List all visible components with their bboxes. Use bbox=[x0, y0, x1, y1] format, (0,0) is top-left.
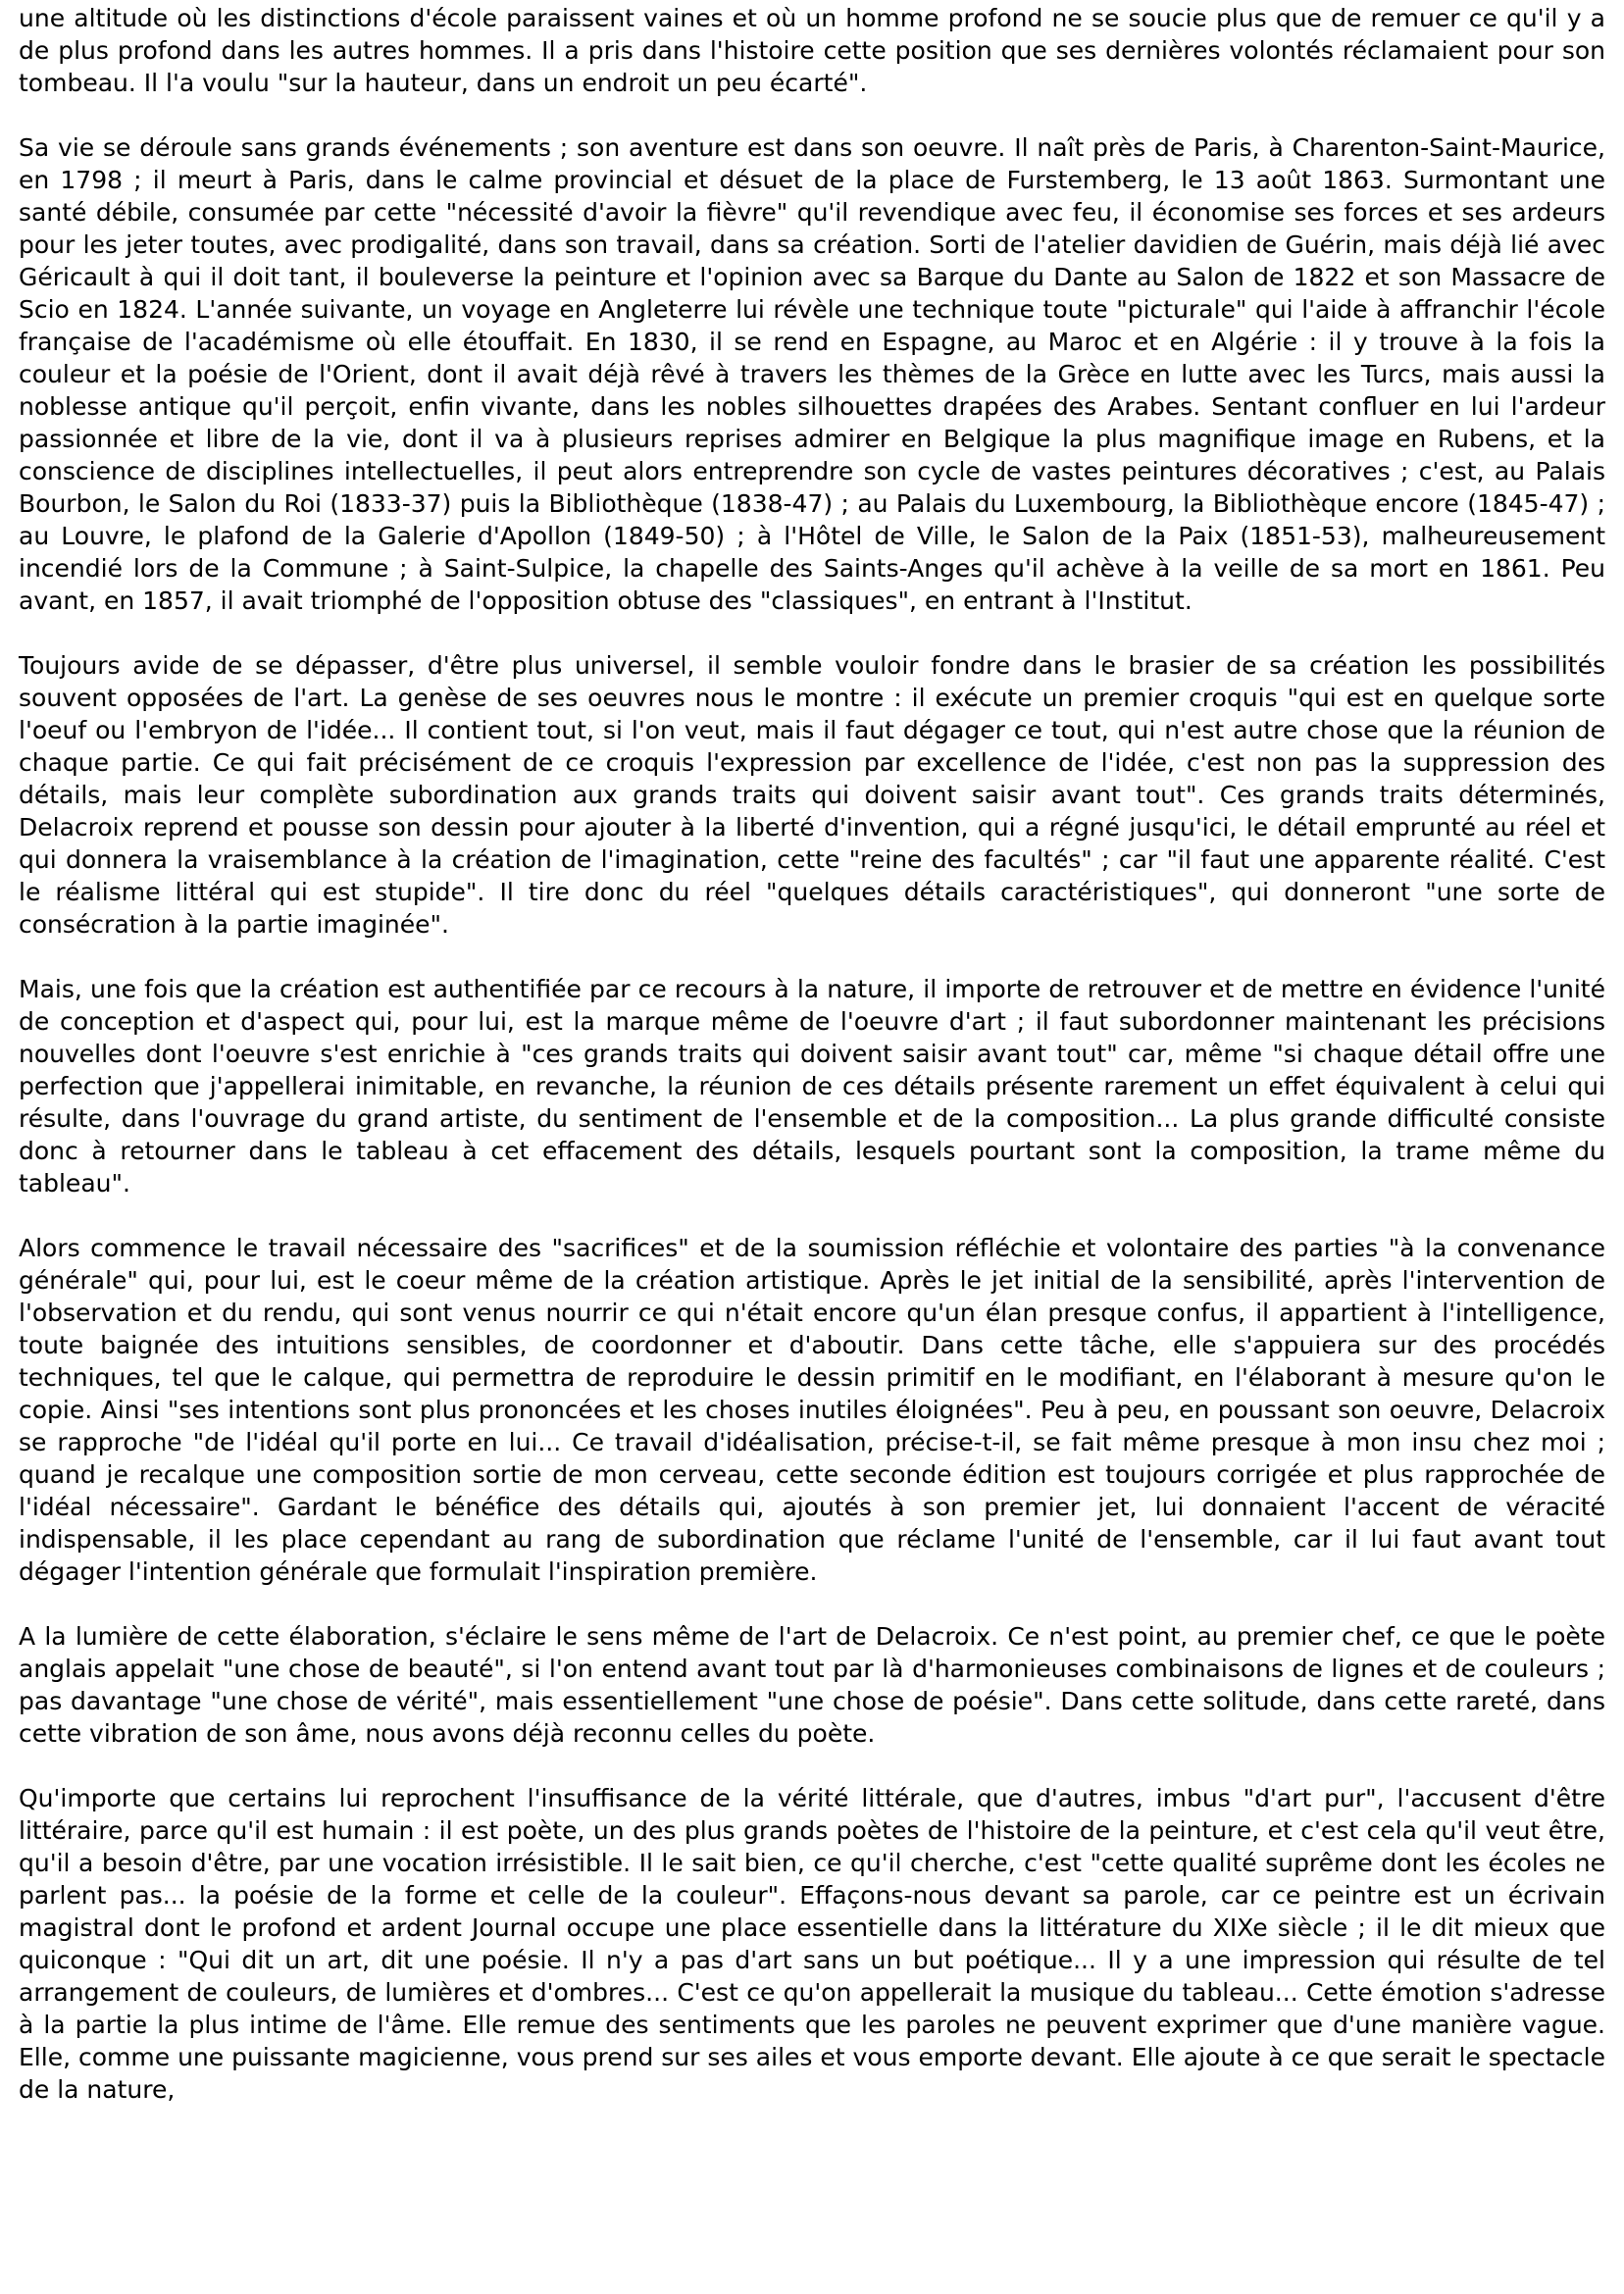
paragraph-creative-process: Toujours avide de se dépasser, d'être plus universel, il semble vouloir fondre dans le brasier de sa création les possibilités souvent opposées de l'art. La genèse de ses oeuvres nous le montre : il exécute un premier croquis "qui est en quelque sorte l'oeuf ou l'embryon de l'idée... Il contient tout, si l'on veut, mais il faut dégager ce tout, qui n'est autre chose que la réunion de chaque partie. Ce qui fait précisément de ce croquis l'expression par excellence de l'idée, c'est non pas la suppression des détails, mais leur complète subordination aux grands traits qui doivent saisir avant tout". Ces grands traits déterminés, Delacroix reprend et pousse son dessin pour ajouter à la liberté d'invention, qui a régné jusqu'ici, le détail emprunté au réel et qui donnera la vraisemblance à la création de l'imagination, cette "reine des facultés" ; car "il faut une apparente réalité. C'est le réalisme littéral qui est stupide". Il tire donc du réel "quelques détails caractéristiques", qui donneront "une sorte de consécration à la partie imaginée". bbox=[19, 651, 1605, 939]
paragraph-unity-of-conception: Mais, une fois que la création est authentifiée par ce recours à la nature, il importe de retrouver et de mettre en évidence l'unité de conception et d'aspect qui, pour lui, est la marque même de l'oeuvre d'art ; il faut subordonner maintenant les précisions nouvelles dont l'oeuvre s'est enrichie à "ces grands traits qui doivent saisir avant tout" car, même "si chaque détail offre une perfection que j'appellerai inimitable, en revanche, la réunion de ces détails présente rarement un effet équivalent à celui qui résulte, dans l'ouvrage du grand artiste, du sentiment de l'ensemble et de la composition... La plus grande difficulté consiste donc à retourner dans le tableau à cet effacement des détails, lesquels pourtant sont la composition, la trame même du tableau". bbox=[19, 975, 1605, 1198]
paragraph-meaning-of-art: A la lumière de cette élaboration, s'éclaire le sens même de l'art de Delacroix. Ce n'est point, au premier chef, ce que le poète anglais appelait "une chose de beauté", si l'on entend avant tout par là d'harmonieuses combinaisons de lignes et de couleurs ; pas davantage "une chose de vérité", mais essentiellement "une chose de poésie". Dans cette solitude, dans cette rareté, dans cette vibration de son âme, nous avons déjà reconnu celles du poète. bbox=[19, 1622, 1605, 1748]
paragraph-sacrifices: Alors commence le travail nécessaire des "sacrifices" et de la soumission réfléchie et volontaire des parties "à la convenance générale" qui, pour lui, est le coeur même de la création artistique. Après le jet initial de la sensibilité, après l'intervention de l'observation et du rendu, qui sont venus nourrir ce qui n'était encore qu'un élan presque confus, il appartient à l'intelligence, toute baignée des intuitions sensibles, de coordonner et d'aboutir. Dans cette tâche, elle s'appuiera sur des procédés techniques, tel que le calque, qui permettra de reproduire le dessin primitif en le modifiant, en l'élaborant à mesure qu'on le copie. Ainsi "ses intentions sont plus prononcées et les choses inutiles éloignées". Peu à peu, en poussant son oeuvre, Delacroix se rapproche "de l'idéal qu'il porte en lui... Ce travail d'idéalisation, précise-t-il, se fait même presque à mon insu chez moi ; quand je recalque une composition sortie de mon cerveau, cette seconde édition est toujours corrigée et plus rapprochée de l'idéal nécessaire". Gardant le bénéfice des détails qui, ajoutés à son premier jet, lui donnaient l'accent de véracité indispensable, il les place cependant au rang de subordination que réclame l'unité de l'ensemble, car il lui faut avant tout dégager l'intention générale que formulait l'inspiration première. bbox=[19, 1234, 1605, 1586]
document-page bbox=[19, 2, 1605, 2106]
paragraph-biography: Sa vie se déroule sans grands événements ; son aventure est dans son oeuvre. Il naît près de Paris, à Charenton-Saint-Maurice, en 1798 ; il meurt à Paris, dans le calme provincial et désuet de la place de Furstemberg, le 13 août 1863. Surmontant une santé débile, consumée par cette "nécessité d'avoir la fièvre" qu'il revendique avec feu, il économise ses forces et ses ardeurs pour les jeter toutes, avec prodigalité, dans son travail, dans sa création. Sorti de l'atelier davidien de Guérin, mais déjà lié avec Géricault à qui il doit tant, il bouleverse la peinture et l'opinion avec sa Barque du Dante au Salon de 1822 et son Massacre de Scio en 1824. L'année suivante, un voyage en Angleterre lui révèle une technique toute "picturale" qui l'aide à affranchir l'école française de l'académisme où elle étouffait. En 1830, il se rend en Espagne, au Maroc et en Algérie : il y trouve à la fois la couleur et la poésie de l'Orient, dont il avait déjà rêvé à travers les thèmes de la Grèce en lutte avec les Turcs, mais aussi la noblesse antique qu'il perçoit, enfin vivante, dans les nobles silhouettes drapées des Arabes. Sentant confluer en lui l'ardeur passionnée et libre de la vie, dont il va à plusieurs reprises admirer en Belgique la plus magnifique image en Rubens, et la conscience de disciplines intellectuelles, il peut alors entreprendre son cycle de vastes peintures décoratives ; c'est, au Palais Bourbon, le Salon du Roi (1833-37) puis la Bibliothèque (1838-47) ; au Palais du Luxembourg, la Bibliothèque encore (1845-47) ; au Louvre, le plafond de la Galerie d'Apollon (1849-50) ; à l'Hôtel de Ville, le Salon de la Paix (1851-53), malheureusement incendié lors de la Commune ; à Saint-Sulpice, la chapelle des Saints-Anges qu'il achève à la veille de sa mort en 1861. Peu avant, en 1857, il avait triomphé de l'opposition obtuse des "classiques", en entrant à l'Institut. bbox=[19, 133, 1605, 615]
paragraph-intro-altitude: une altitude où les distinctions d'école paraissent vaines et où un homme profond ne se soucie plus que de remuer ce qu'il y a de plus profond dans les autres hommes. Il a pris dans l'histoire cette position que ses dernières volontés réclamaient pour son tombeau. Il l'a voulu "sur la hauteur, dans un endroit un peu écarté". bbox=[19, 4, 1605, 97]
paragraph-poetry: Qu'importe que certains lui reprochent l'insuffisance de la vérité littérale, que d'autres, imbus "d'art pur", l'accusent d'être littéraire, parce qu'il est humain : il est poète, un des plus grands poètes de l'histoire de la peinture, et c'est cela qu'il veut être, qu'il a besoin d'être, par une vocation irrésistible. Il le sait bien, ce qu'il cherche, c'est "cette qualité suprême dont les écoles ne parlent pas... la poésie de la forme et celle de la couleur". Effaçons-nous devant sa parole, car ce peintre est un écrivain magistral dont le profond et ardent Journal occupe une place essentielle dans la littérature du XIXe siècle ; il le dit mieux que quiconque : "Qui dit un art, dit une poésie. Il n'y a pas d'art sans un but poétique... Il y a une impression qui résulte de tel arrangement de couleurs, de lumières et d'ombres... C'est ce qu'on appellerait la musique du tableau... Cette émotion s'adresse à la partie la plus intime de l'âme. Elle remue des sentiments que les paroles ne peuvent exprimer que d'une manière vague. Elle, comme une puissante magicienne, vous prend sur ses ailes et vous emporte devant. Elle ajoute à ce que serait le spectacle de la nature, bbox=[19, 1784, 1605, 2104]
